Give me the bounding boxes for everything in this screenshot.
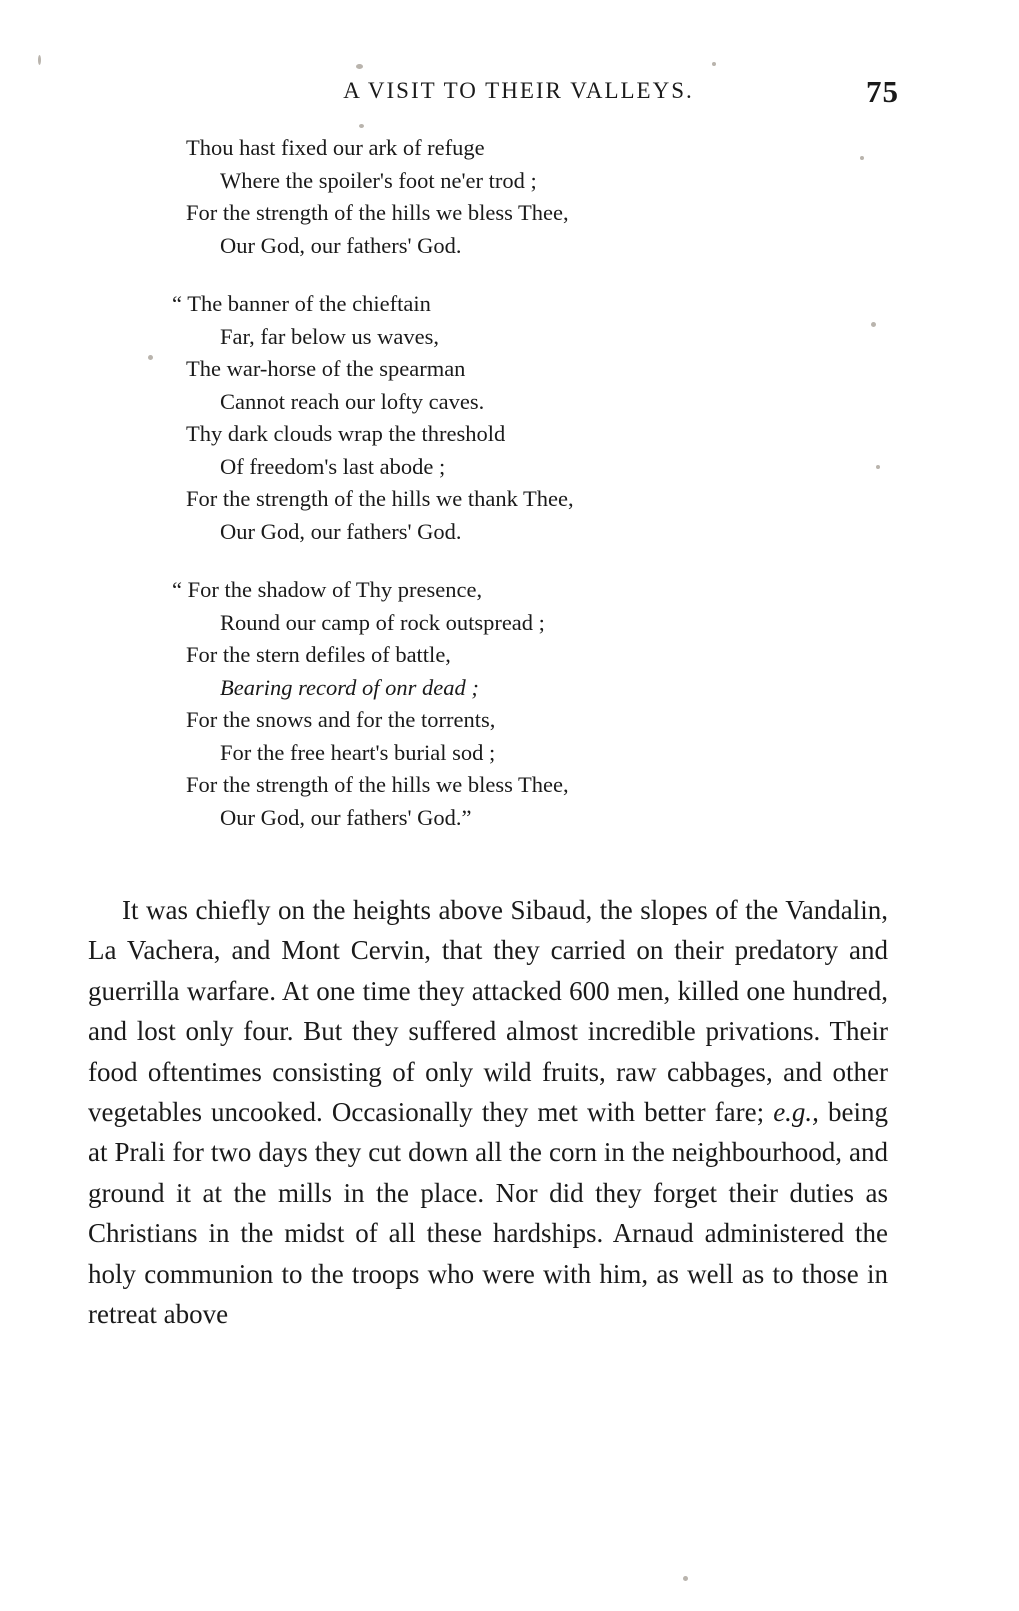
poem (172, 132, 886, 860)
poem-line: Round our camp of rock outspread ; (220, 609, 545, 635)
poem-line: Of freedom's last abode ; (220, 453, 446, 479)
page-speck (148, 355, 153, 360)
page-speck (356, 64, 363, 69)
poem-line: Where the spoiler's foot ne'er trod ; (220, 167, 537, 193)
poem-line: Our God, our fathers' God. (220, 518, 462, 544)
poem-line: Far, far below us waves, (220, 323, 440, 349)
poem-line: Bearing record of onr dead ; (220, 674, 479, 700)
poem-stanza (186, 132, 886, 262)
poem-line: For the snows and for the torrents, (186, 707, 496, 732)
poem-line: For the strength of the hills we thank Thee, (186, 486, 574, 511)
poem-line: “ For the shadow of Thy presence, (172, 577, 483, 602)
poem-line: Our God, our fathers' God.” (220, 804, 472, 830)
poem-line: The war-horse of the spearman (186, 356, 466, 381)
poem-line: For the strength of the hills we bless Thee, (186, 772, 569, 797)
running-head: A VISIT TO THEIR VALLEYS. (343, 78, 694, 103)
page-speck (683, 1576, 688, 1581)
page-speck (359, 124, 364, 128)
body-paragraph: It was chiefly on the heights above Sibaud, the slopes of the Vandalin, La Vachera, and Mont Cervin, that they carried on their predatory and guerrilla warfare. At one time they attacked 600 men, killed one hundred, and lost only four. But they suffered almost incredible privations. Their food oftentimes consisting of only wild fruits, raw cabbages, and other vegetables uncooked. Occasionally they met with better fare; e.g., being at Prali for two days they cut down all the corn in the neighbourhood, and ground it at the mills in the place. Nor did they forget their duties as Christians in the midst of all these hardships. Arnaud administered the holy communion to the troops who were with him, as well as to those in retreat above (88, 895, 888, 1330)
page-speck (712, 62, 716, 66)
poem-line: For the strength of the hills we bless Thee, (186, 200, 569, 225)
poem-line: Thy dark clouds wrap the threshold (186, 421, 506, 446)
body-text (88, 890, 888, 1334)
poem-line: Our God, our fathers' God. (220, 232, 462, 258)
poem-stanza (172, 574, 886, 834)
poem-stanza (172, 288, 886, 548)
poem-line: Thou hast fixed our ark of refuge (186, 135, 485, 160)
poem-line: For the free heart's burial sod ; (220, 739, 496, 765)
page-speck (38, 55, 41, 65)
poem-line: “ The banner of the chieftain (172, 291, 431, 316)
poem-line: For the stern defiles of battle, (186, 642, 451, 667)
poem-line: Cannot reach our lofty caves. (220, 388, 485, 414)
page-number: 75 (866, 74, 899, 109)
